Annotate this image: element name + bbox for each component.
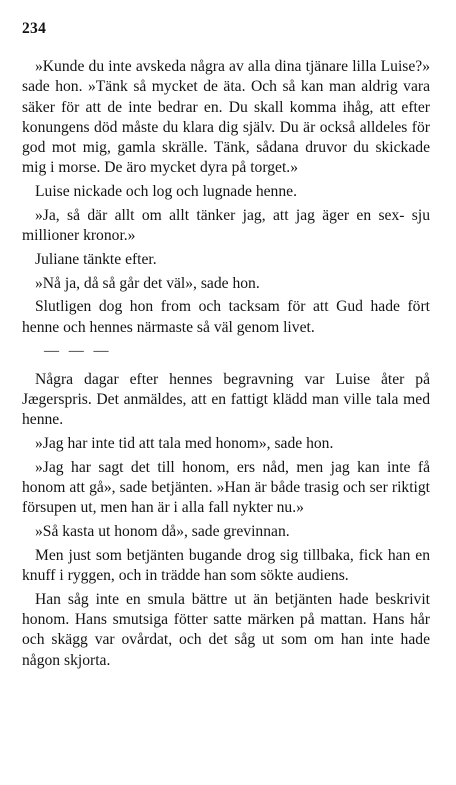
paragraph: »Så kasta ut honom då», sade grevinnan. (35, 523, 290, 541)
paragraph: »Ja, så där allt om allt tänker jag, att jag äger en sex- sju millioner kronor.» (22, 206, 430, 245)
paragraph: »Kunde du inte avskeda några av alla dina tjänare lilla Luise?» sade hon. »Tänk så mycket de äta. Och så kan man aldrig vara säker för att de inte bedrar en. Du skall komma ihåg, att efter konungens död måste du klara dig själv. Du är också alldeles för god mot mig, gamla skrälle. Tänk, sådana druvor du skickade mig i morse. De äro mycket dyra på torget.» (22, 58, 430, 177)
paragraph: Luise nickade och log och lugnade henne. (35, 183, 297, 201)
paragraph: »Jag har sagt det till honom, ers nåd, men jag kan inte få honom att gå», sade betjänten. »Han är både trasig och ser riktigt försupen ut, men han är i alla fall nykter nu.» (22, 458, 430, 517)
paragraph: Några dagar efter hennes begravning var Luise åter på Jægerspris. Det anmäldes, att en fattigt klädd man ville tala med henne. (22, 370, 430, 429)
section-separator: — — — (44, 342, 112, 359)
paragraph: Juliane tänkte efter. (35, 250, 157, 268)
paragraph: »Jag har inte tid att tala med honom», sade hon. (35, 435, 334, 453)
paragraph: Men just som betjänten bugande drog sig tillbaka, fick han en knuff i ryggen, och in trädde han som sökte audiens. (22, 546, 430, 585)
paragraph: Han såg inte en smula bättre ut än betjänten hade beskrivit honom. Hans smutsiga fötter satte märken på mattan. Hans hår och skägg var ovårdat, och det såg ut som om han inte hade någon skjorta. (22, 590, 430, 669)
paragraph: »Nå ja, då så går det väl», sade hon. (35, 274, 260, 292)
page-number: 234 (22, 20, 47, 37)
page-body (22, 57, 430, 674)
paragraph: Slutligen dog hon from och tacksam för att Gud hade fört henne och hennes närmaste så väl genom livet. (22, 298, 430, 336)
